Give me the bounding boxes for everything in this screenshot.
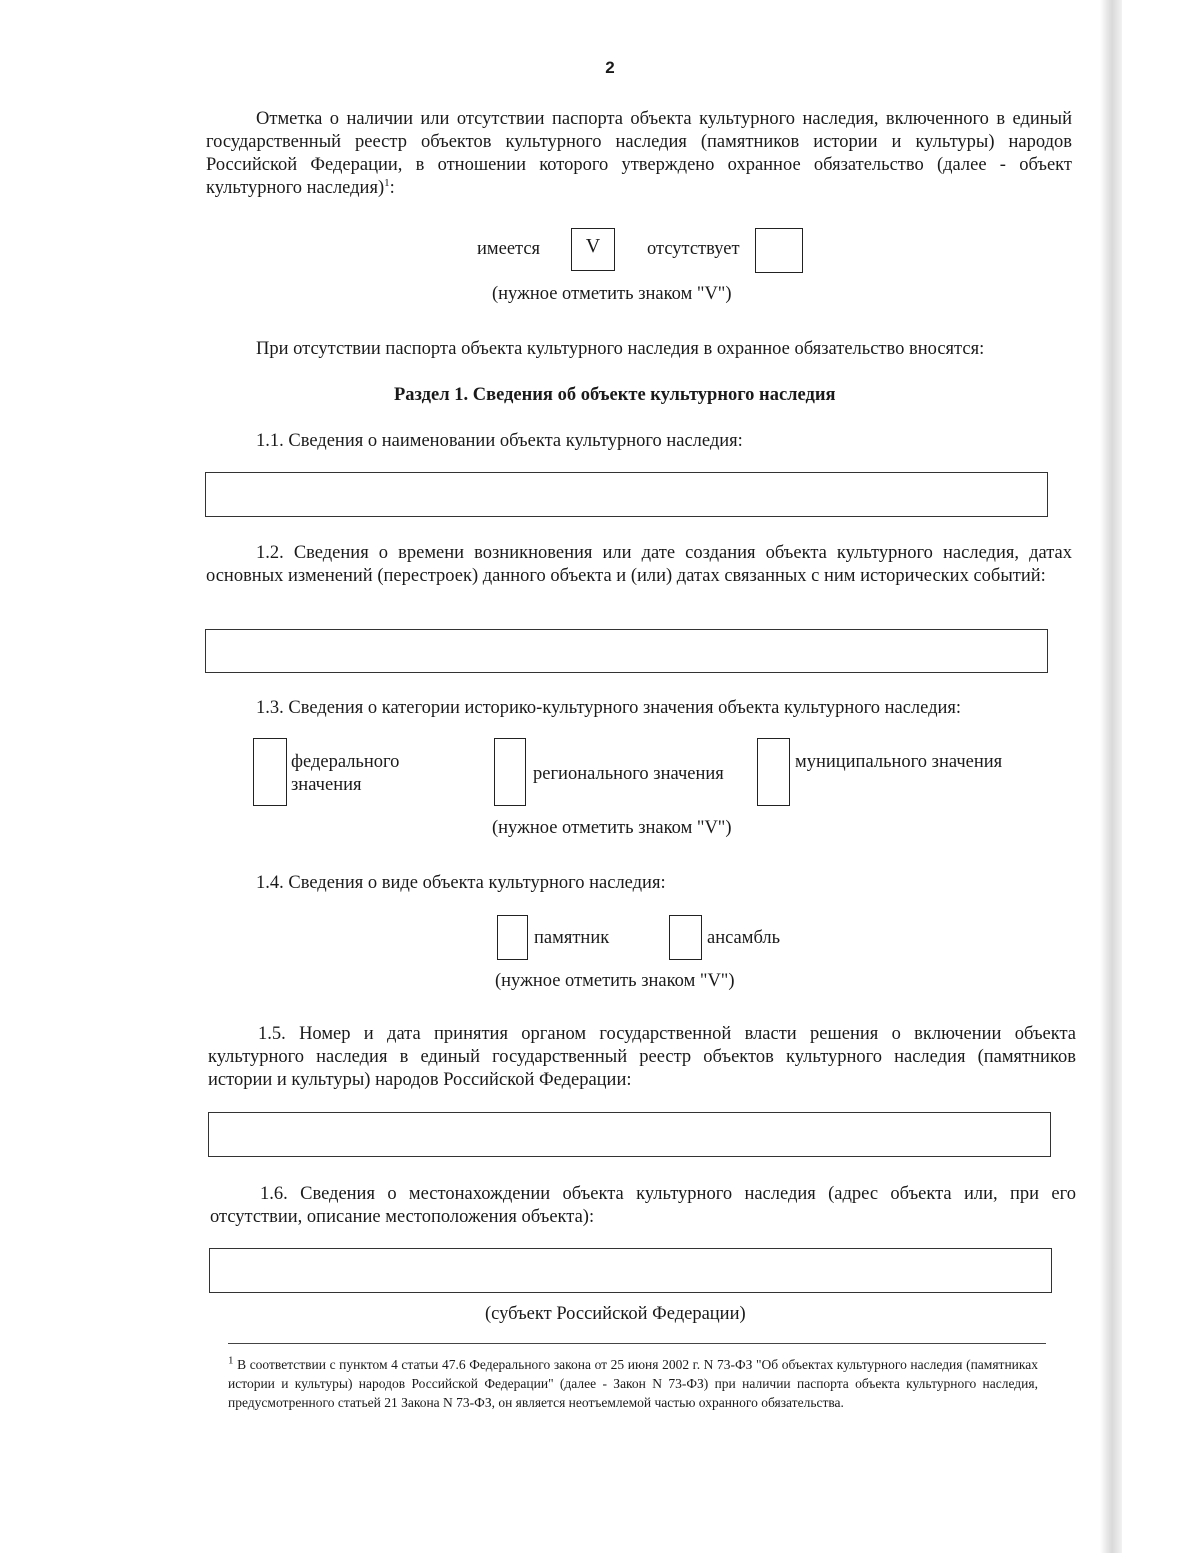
page-edge-shadow xyxy=(1100,0,1122,1553)
intro-suffix: : xyxy=(389,178,395,198)
kind-monument-checkbox[interactable] xyxy=(497,915,528,960)
passport-has-label: имеется xyxy=(477,239,541,259)
q1-2-label: 1.2. Сведения о времени возникновения или дате создания объекта культурного наследия, датах основных изменений (перестроек) данного объекта и (или) датах связанных с ним исторических событий: xyxy=(206,543,1072,586)
footnote-divider xyxy=(228,1343,1046,1344)
passport-has-checkbox[interactable] xyxy=(571,228,615,271)
category-hint: (нужное отметить знаком "V") xyxy=(492,818,732,838)
q1-1-field[interactable] xyxy=(205,472,1048,517)
cat-federal-checkbox[interactable] xyxy=(253,738,287,806)
passport-hint: (нужное отметить знаком "V") xyxy=(492,284,732,304)
cat-regional-label: регионального значения xyxy=(533,764,724,784)
passport-absent-checkbox[interactable] xyxy=(755,228,803,273)
q1-6-field[interactable] xyxy=(209,1248,1052,1293)
passport-has-mark: V xyxy=(585,235,601,257)
intro-paragraph xyxy=(206,108,1072,200)
q1-1-label: 1.1. Сведения о наименовании объекта культурного наследия: xyxy=(256,431,743,451)
footnote-ref: 1 xyxy=(384,176,390,189)
cat-municipal-checkbox[interactable] xyxy=(757,738,790,806)
page-number: 2 xyxy=(605,58,615,77)
q1-4-label: 1.4. Сведения о виде объекта культурного наследия: xyxy=(256,873,666,893)
q1-5-label: 1.5. Номер и дата принятия органом государственной власти решения о включении объекта культурного наследия в единый государственный реестр объектов культурного наследия (памятников истории и культуры) народов Российской Федерации: xyxy=(208,1024,1076,1090)
cat-federal-label: федерального значения xyxy=(291,752,400,795)
q1-6-label: 1.6. Сведения о местонахождении объекта культурного наследия (адрес объекта или, при его отсутствии, описание местоположения объекта): xyxy=(210,1184,1076,1227)
intro-text: Отметка о наличии или отсутствии паспорта объекта культурного наследия, включенного в единый государственный реестр объектов культурного наследия (памятников истории и культуры) народов Российской Федерации, в отношении которого утверждено охранное обязательство (далее - объект культурного наследия) xyxy=(206,109,1072,198)
q1-2-field[interactable] xyxy=(205,629,1048,673)
cat-regional-checkbox[interactable] xyxy=(494,738,526,806)
kind-ensemble-label: ансамбль xyxy=(707,928,781,948)
footnote-text: В соответствии с пунктом 4 статьи 47.6 Федерального закона от 25 июня 2002 г. N 73-ФЗ "Об объектах культурного наследия (памятниках истории и культуры) народов Российской Федерации" (далее - Закон N 73-ФЗ) при наличии паспорта объекта культурного наследия, предусмотренного статьей 21 Закона N 73-ФЗ, он является неотъемлемой частью охранного обязательства. xyxy=(228,1357,1038,1410)
q1-5-field[interactable] xyxy=(208,1112,1051,1157)
absent-note: При отсутствии паспорта объекта культурного наследия в охранное обязательство вносятся: xyxy=(256,339,985,359)
passport-absent-label: отсутствует xyxy=(647,239,740,259)
kind-hint: (нужное отметить знаком "V") xyxy=(495,971,735,991)
subject-caption: (субъект Российской Федерации) xyxy=(485,1304,746,1324)
cat-municipal-label: муниципального значения xyxy=(795,752,1003,772)
q1-3-label: 1.3. Сведения о категории историко-культурного значения объекта культурного наследия: xyxy=(256,698,962,718)
footnote-marker: 1 xyxy=(228,1354,234,1367)
kind-monument-label: памятник xyxy=(534,928,610,948)
section1-title: Раздел 1. Сведения об объекте культурного наследия xyxy=(394,385,836,405)
footnote xyxy=(228,1355,1038,1412)
kind-ensemble-checkbox[interactable] xyxy=(669,915,702,960)
